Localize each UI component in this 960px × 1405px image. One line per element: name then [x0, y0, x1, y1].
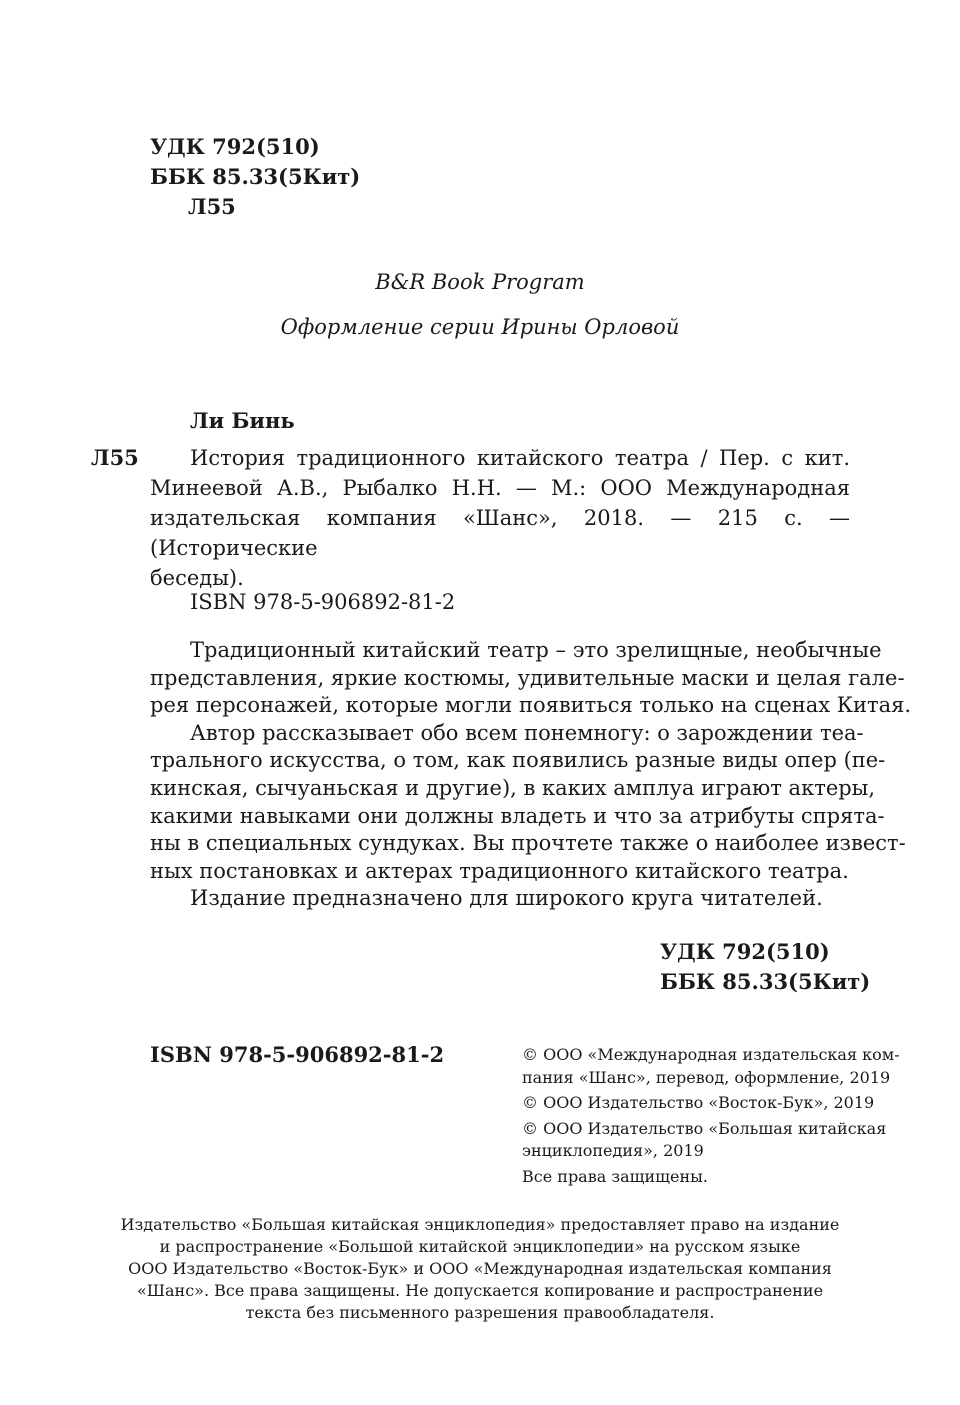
annotation-line: трального искусства, о том, как появились разные виды опер (пе-: [150, 748, 886, 773]
udk-code: УДК 792(510): [150, 134, 320, 159]
series-design: Оформление серии Ирины Орловой: [280, 315, 680, 339]
annotation: [150, 637, 912, 913]
copyright-line: пания «Шанс», перевод, оформление, 2019: [522, 1067, 891, 1087]
notice-line: «Шанс». Все права защищены. Не допускается копирование и распространение: [136, 1281, 824, 1300]
copyright-line: © ООО Издательство «Восток-Бук», 2019: [522, 1093, 875, 1112]
record-author-mark: Л55: [91, 445, 139, 470]
bibliographic-description: [150, 443, 850, 593]
biblio-line: История традиционного китайского театра / Пер. с кит.: [190, 446, 850, 470]
annotation-line: представления, яркие костюмы, удивительные маски и целая гале-: [150, 665, 905, 690]
copyright-line: © ООО «Международная издательская ком-: [522, 1045, 900, 1064]
annotation-line: какими навыками они должны владеть и что за атрибуты спрята-: [150, 803, 885, 828]
bbk-code: ББК 85.33(5Кит): [150, 164, 361, 189]
bottom-classification: [660, 937, 870, 997]
copyright-line: энциклопедия», 2019: [522, 1141, 704, 1160]
biblio-line: издательская компания «Шанс», 2018. — 215 с. — (Исторические: [150, 506, 850, 560]
copyright-line: Все права защищены.: [522, 1166, 708, 1186]
notice-line: и распространение «Большой китайской энциклопедии» на русском языке: [159, 1237, 801, 1256]
biblio-line: беседы).: [150, 566, 244, 590]
record-author: Ли Бинь: [190, 408, 295, 433]
author-mark: Л55: [188, 194, 236, 219]
bbk-code: ББК 85.33(5Кит): [660, 969, 871, 994]
biblio-line: Минеевой А.В., Рыбалко Н.Н. — М.: ООО Международная: [150, 476, 850, 500]
top-classification: [150, 132, 360, 222]
annotation-line: Традиционный китайский театр – это зрелищные, необычные: [190, 638, 882, 662]
annotation-line: Автор рассказывает обо всем понемногу: о зарождении теа-: [190, 720, 864, 745]
record-isbn: ISBN 978-5-906892-81-2: [190, 590, 456, 614]
publisher-notice: [0, 1214, 960, 1324]
annotation-line: ных постановках и актерах традиционного китайского театра.: [150, 858, 849, 883]
udk-code: УДК 792(510): [660, 939, 830, 964]
annotation-line: ны в специальных сундуках. Вы прочтете также о наиболее извест-: [150, 831, 906, 856]
series-program: B&R Book Program: [375, 270, 585, 294]
annotation-line: рея персонажей, которые могли появиться только на сценах Китая.: [150, 693, 912, 718]
annotation-line: кинская, сычуаньская и другие), в каких амплуа играют актеры,: [150, 775, 876, 800]
annotation-line: Издание предназначено для широкого круга читателей.: [190, 886, 823, 911]
copyright-line: © ООО Издательство «Большая китайская: [522, 1118, 887, 1138]
isbn-bold: ISBN 978-5-906892-81-2: [150, 1042, 445, 1067]
copyright-block: [522, 1044, 900, 1188]
notice-line: Издательство «Большая китайская энциклопедия» предоставляет право на издание: [120, 1215, 840, 1234]
notice-line: ООО Издательство «Восток-Бук» и ООО «Международная издательская компания: [128, 1259, 832, 1278]
notice-line: текста без письменного разрешения правообладателя.: [245, 1303, 715, 1322]
